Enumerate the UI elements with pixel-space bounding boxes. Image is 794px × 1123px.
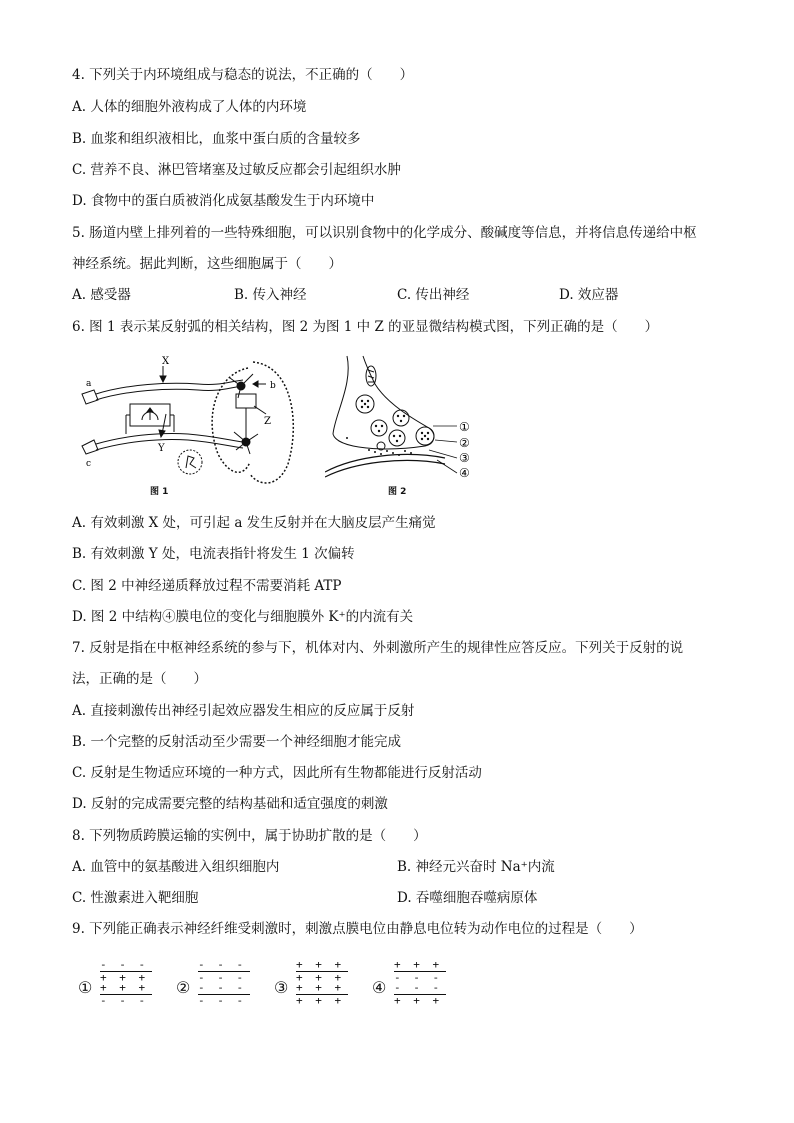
q9-diagram-1 — [78, 960, 158, 1010]
q8-option-a: A. 血管中的氨基酸进入组织细胞内 — [72, 859, 280, 875]
figure-2-caption: 图 2 — [388, 487, 407, 497]
q5-option-d: D. 效应器 — [559, 287, 619, 303]
q9-diagram-2-number: ② — [176, 978, 191, 997]
q4-option-c: C. 营养不良、淋巴管堵塞及过敏反应都会引起组织水肿 — [72, 162, 401, 178]
q9-d3-row2: + + + — [296, 971, 345, 984]
q8-option-c: C. 性激素进入靶细胞 — [72, 890, 199, 906]
q9-d2-row2: - - - — [198, 971, 247, 984]
q9-d3-row4: + + + — [296, 994, 345, 1007]
q9-d1-row4: - - - — [100, 994, 149, 1007]
q8-options-row2 — [72, 889, 722, 907]
q6-option-d: D. 图 2 中结构④膜电位的变化与细胞膜外 K⁺的内流有关 — [72, 609, 414, 625]
q5-option-a: A. 感受器 — [72, 287, 131, 303]
figure-1-reflex-arc — [78, 354, 303, 496]
fig2-mark-3: ③ — [459, 451, 470, 465]
q6-stem: 6. 图 1 表示某反射弧的相关结构，图 2 为图 1 中 Z 的亚显微结构模式图，下列正确的是（ ） — [72, 319, 659, 335]
fig1-label-z: Z — [264, 416, 271, 427]
q9-diagram-3 — [274, 960, 354, 1010]
q5-stem-line1: 5. 肠道内壁上排列着的一些特殊细胞，可以识别食物中的化学成分、酸碱度等信息，并将信息传递给中枢 — [72, 225, 697, 241]
q9-d4-row4: + + + — [394, 994, 443, 1007]
fig1-label-x: X — [162, 356, 170, 367]
q8-option-d: D. 吞噬细胞吞噬病原体 — [397, 890, 538, 906]
fig1-label-a: a — [86, 379, 92, 389]
q9-d2-row4: - - - — [198, 994, 247, 1007]
q6-option-a: A. 有效刺激 X 处，可引起 a 发生反射并在大脑皮层产生痛觉 — [72, 515, 436, 531]
q7-stem-line2: 法，正确的是（ ） — [72, 671, 207, 687]
q5-option-c: C. 传出神经 — [397, 287, 470, 303]
q9-d1-row1: - - - — [100, 958, 149, 971]
q9-diagram-4 — [372, 960, 452, 1010]
q9-d4-row3: - - - — [394, 981, 443, 994]
q7-stem-line1: 7. 反射是指在中枢神经系统的参与下，机体对内、外刺激所产生的规律性应答反应。下列关于反射的说 — [72, 640, 684, 656]
q5-stem-line2: 神经系统。据此判断，这些细胞属于（ ） — [72, 256, 342, 272]
q9-d3-row1: + + + — [296, 958, 345, 971]
q9-diagram-1-number: ① — [78, 978, 93, 997]
q8-option-b: B. 神经元兴奋时 Na⁺内流 — [397, 859, 555, 875]
fig1-label-c: c — [86, 459, 92, 469]
q4-option-a: A. 人体的细胞外液构成了人体的内环境 — [72, 99, 307, 115]
receptor-a — [82, 390, 98, 404]
q5-options — [72, 286, 722, 304]
receptor-c — [82, 440, 98, 454]
q9-d3-row3: + + + — [296, 981, 345, 994]
q9-d4-row1: + + + — [394, 958, 443, 971]
q5-option-b: B. 传入神经 — [234, 287, 307, 303]
q9-d1-row2: + + + — [100, 971, 149, 984]
q9-diagram-3-number: ③ — [274, 978, 289, 997]
q6-option-c: C. 图 2 中神经递质释放过程不需要消耗 ATP — [72, 578, 342, 594]
q7-option-b: B. 一个完整的反射活动至少需要一个神经细胞才能完成 — [72, 734, 402, 750]
q9-diagram-2 — [176, 960, 256, 1010]
q6-option-b: B. 有效刺激 Y 处，电流表指针将发生 1 次偏转 — [72, 546, 355, 562]
fig1-label-y: Y — [158, 443, 165, 454]
q4-option-d: D. 食物中的蛋白质被消化成氨基酸发生于内环境中 — [72, 193, 375, 209]
q9-d2-row1: - - - — [198, 958, 247, 971]
q9-d2-row3: - - - — [198, 981, 247, 994]
q9-stem: 9. 下列能正确表示神经纤维受刺激时，刺激点膜电位由静息电位转为动作电位的过程是（ ） — [72, 921, 643, 937]
figure-2-synapse — [325, 354, 495, 479]
q9-d1-row3: + + + — [100, 981, 149, 994]
fig2-mark-1: ① — [459, 420, 470, 434]
fig1-label-b: b — [270, 381, 276, 391]
q8-stem: 8. 下列物质跨膜运输的实例中，属于协助扩散的是（ ） — [72, 828, 427, 844]
figure-1-caption: 图 1 — [150, 487, 169, 497]
q9-d4-row2: - - - — [394, 971, 443, 984]
q4-stem: 4. 下列关于内环境组成与稳态的说法，不正确的（ ） — [72, 67, 414, 83]
q7-option-a: A. 直接刺激传出神经引起效应器发生相应的反应属于反射 — [72, 703, 415, 719]
q8-options-row1 — [72, 858, 722, 876]
q9-diagram-4-number: ④ — [372, 978, 387, 997]
fig2-mark-4: ④ — [459, 466, 470, 479]
q7-option-d: D. 反射的完成需要完整的结构基础和适宜强度的刺激 — [72, 796, 388, 812]
fig2-mark-2: ② — [459, 436, 470, 450]
q4-option-b: B. 血浆和组织液相比，血浆中蛋白质的含量较多 — [72, 131, 361, 147]
q7-option-c: C. 反射是生物适应环境的一种方式，因此所有生物都能进行反射活动 — [72, 765, 482, 781]
